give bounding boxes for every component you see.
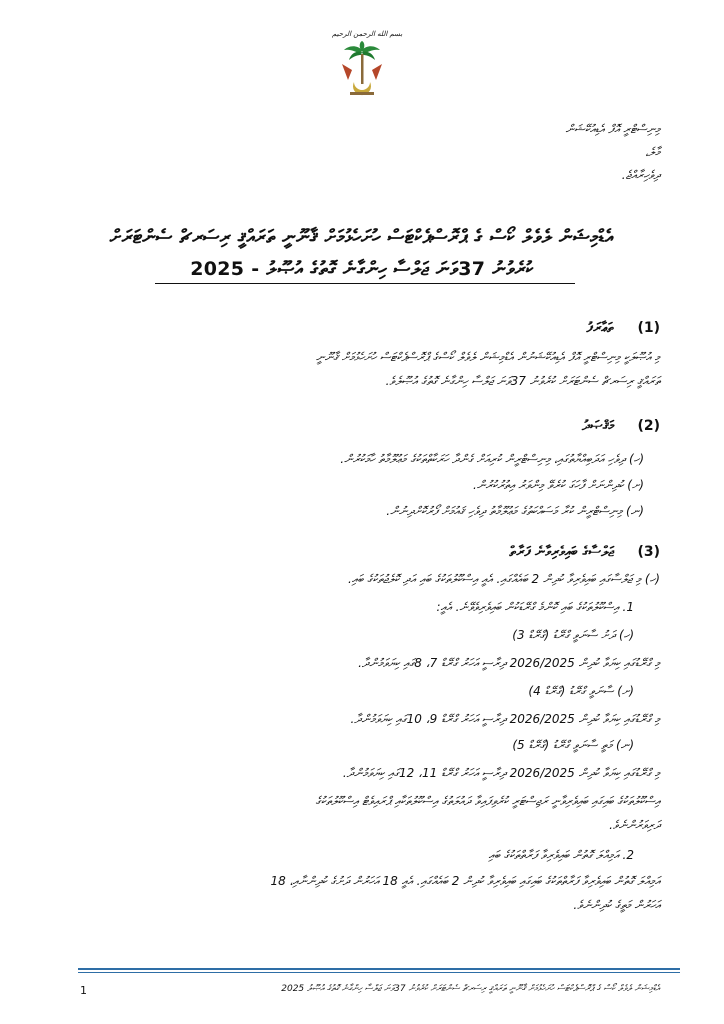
grade-3-label: (ނ) މަތީ ސާނަވީ ގްރޭޑު (ގްރޭޑް 5) xyxy=(512,738,634,752)
section-3-sub-2: 2. އަމިއްލަ ގޮތުން ބައިވެރިވާ ފަރާތްތަކުގެ ބައި xyxy=(488,848,634,862)
section-2-item-1: (ހ) ދިވެހި އަދަބިއްޔާތުގައި، މިނިސްޓްރީން ކުރިއަށް ގެންދާ ހަރަކާތްތަކުގެ މަޢުލޫމާތު ހާމަކުރުން. xyxy=(340,452,644,466)
footer-rule xyxy=(78,968,680,970)
title-underline xyxy=(155,283,575,284)
section-2-item-2: (ށ) ކުދިންނަށް ފާހަގަ ކުރެވޭ މިންވަރު އިތުރުކުރުން. xyxy=(473,478,644,492)
section-3-heading: ޖަލްސާގެ ބައިވެރިވާނެ ފަރާތް xyxy=(509,544,614,560)
national-emblem xyxy=(330,30,403,110)
section-3-intro: (ހ) މި ޖަލްސާގައި ބައިވެރިވާ ކުދިން 2 ބައެއްގައި. އެއީ އިސްކޫލުތަކުގެ ބައި އަދި ކޮލެޖުތަކުގެ ބައި. xyxy=(347,572,660,586)
section-3-note-line-1: އިސްކޫލުތަކުގެ ބައިގައި ބައިވެރިވާނީ ރަޖިސްޓަރީ ކުރެވިފައިވާ ދައުލަތުގެ އިސްކޫލުތަކާއި ޕްރައިވެޓް އިސްކޫލުތަކުގެ xyxy=(315,794,660,808)
grade-1-label: (ހ) ދަށު ސާނަވީ ގްރޭޑު (ގްރޭޑް 3) xyxy=(512,628,634,642)
footer-text: އެޑްމިޝަން ލެވެލް ކޯސް ގެ ޕްރޮސްޕެކްޓަސް ހުށަހެޅުމަށް ޤާނޫނީ ތަރައްޤީ ރިސަރޗް ސެންޓަރަށް ކުރެވުނު 37ވަނަ ޖަލްސާ ހިންގާނެ ގޮތުގެ އުޞޫލު 2025 xyxy=(281,984,660,994)
section-3-sub-1: 1. އިސްކޫލުތަކުގެ ބައި ކޮންމެ ގްރޭޑަކުން ބައިވެރިވެވޭނެ. އެއީ: xyxy=(436,600,634,614)
section-2-item-3: (ނ) މިނިސްޓްރީން ކުރާ މަސައްކަތުގެ މަޢުލޫމާތު ދިވެހި ޤައުމަށް ފޯރުކޮށްދިނުން. xyxy=(386,504,644,518)
section-3-sub-2-line-2: އަހަރުން މަތީގެ ކުދިންނެވެ. xyxy=(573,898,660,912)
page-number: 1 xyxy=(80,984,87,997)
section-2-number: (2) xyxy=(637,418,660,434)
address-line-3: ދިވެހިރާއްޖެ. xyxy=(621,168,660,182)
section-1-heading: ތަޢާރަފު xyxy=(586,320,614,336)
emblem-graphic xyxy=(330,40,394,120)
document-title-line-2: ކުރެވުނު 37ވަނަ ޖަލްސާ ހިންގާނެ ގޮތުގެ އުޞޫލު - 2025 xyxy=(190,258,534,280)
basmala: بسم الله الرحمن الرحيم xyxy=(332,30,403,38)
address-line-1: މިނިސްޓްރީ އޮފް އެޑިއުކޭޝަން xyxy=(565,122,660,136)
section-1-number: (1) xyxy=(637,320,660,336)
document-title-line-1: އެޑްމިޝަން ލެވެލް ކޯސް ގެ ޕްރޮސްޕެކްޓަސް ހުށަހެޅުމަށް ޤާނޫނީ ތަރައްޤީ ރިސަރޗް ސެންޓަރަށް xyxy=(109,226,615,248)
address-line-2: މާލެ، xyxy=(645,145,660,159)
grade-3-detail: މި ގްރޭޑުގައި ކިޔަވާ ކުދިން 2026/2025 ދިރާސީ އަހަރު ގްރޭޑް 11، 12ގައި ކިޔަވަމުންދާ. xyxy=(342,766,660,780)
section-3-number: (3) xyxy=(637,544,660,560)
section-3-note-line-2: ދަރިވަރުންނެވެ. xyxy=(609,818,660,832)
section-3-sub-2-line-1: އަމިއްލަ ގޮތުން ބައިވެރިވާ ފަރާތްތަކުގެ ބައިގައި ބައިވެރިވާ ކުދިން 2 ބައެއްގައި. އެއީ 18 އަހަރުން ދަށުގެ ކުދިންނާއި، 18 xyxy=(270,874,660,888)
section-2-heading: މަޤްޞަދު xyxy=(581,418,614,434)
grade-2-label: (ށ) ސާނަވީ ގްރޭޑު (ގްރޭޑް 4) xyxy=(528,684,634,698)
section-1-paragraph-2: ތަރައްޤީ ރިސަރޗް ސެންޓަރަށް ކުރެވުނު 37ވަނަ ޖަލްސާ ހިންގާނެ ގޮތުގެ އުޞޫލެވެ. xyxy=(385,374,660,388)
grade-2-detail: މި ގްރޭޑުގައި ކިޔަވާ ކުދިން 2026/2025 ދިރާސީ އަހަރު ގްރޭޑް 9، 10ގައި ކިޔަވަމުންދާ. xyxy=(350,712,660,726)
grade-1-detail: މި ގްރޭޑުގައި ކިޔަވާ ކުދިން 2026/2025 ދިރާސީ އަހަރު ގްރޭޑް 7، 8ގައި ކިޔަވަމުންދާ. xyxy=(358,656,660,670)
section-1-paragraph-1: މި އުޞޫލަކީ މިނިސްޓްރީ އޮފް އެޑިއުކޭޝަނުން އެޑްމިޝަން ލެވެލް ކޯސްގެ ޕްރޮސްޕެކްޓަސް ހުށަހެޅުމަށް ޤާނޫނީ xyxy=(316,350,660,364)
footer-rule-thin xyxy=(78,972,680,973)
